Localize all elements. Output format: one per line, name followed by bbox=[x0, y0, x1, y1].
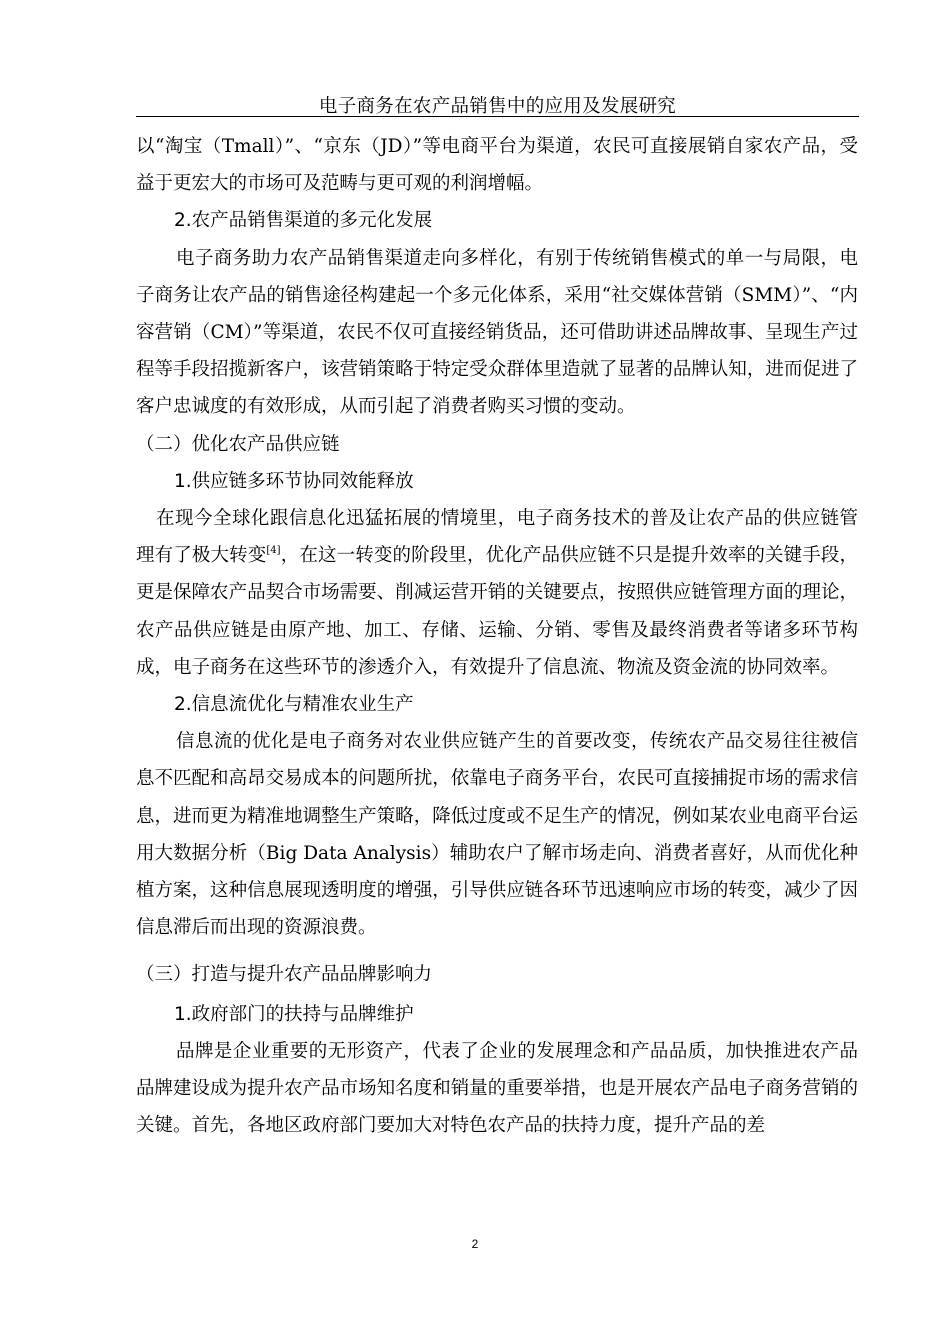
page-body bbox=[136, 128, 858, 1144]
citation-ref: [4] bbox=[266, 545, 281, 557]
paragraph-5: 品牌是企业重要的无形资产，代表了企业的发展理念和产品品质，加快推进农产品品牌建设成为提升农产品市场知名度和销量的重要举措，也是开展农产品电子商务营销的关键。首先，各地区政府部门要加大对特色农产品的扶持力度，提升产品的差 bbox=[136, 1040, 858, 1137]
subheading-channel-diversification: 2.农产品销售渠道的多元化发展 bbox=[174, 210, 433, 232]
subheading-information-flow: 2.信息流优化与精准农业生产 bbox=[174, 694, 414, 716]
paragraph-2: 电子商务助力农产品销售渠道走向多样化，有别于传统销售模式的单一与局限，电子商务让农产品的销售途径构建起一个多元化体系，采用“社交媒体营销（SMM）”、“内容营销（CM）”等渠道，农民不仅可直接经销货品，还可借助讲述品牌故事、呈现生产过程等手段招揽新客户，该营销策略于特定受众群体里造就了显著的品牌认知，进而促进了客户忠诚度的有效形成，从而引起了消费者购买习惯的变动。 bbox=[136, 247, 858, 418]
paragraph-3 bbox=[136, 500, 858, 686]
section-heading-supply-chain: （二）优化农产品供应链 bbox=[136, 433, 340, 455]
paragraph-3-text-a: 在现今全球化跟信息化迅猛拓展的情境里，电子商务技术的普及让农产品的供应链管理有了极大转变 bbox=[136, 508, 858, 567]
spacer bbox=[136, 946, 858, 956]
page-number: 2 bbox=[471, 1237, 479, 1251]
header-rule bbox=[136, 116, 859, 117]
paragraph-4: 信息流的优化是电子商务对农业供应链产生的首要改变，传统农产品交易往往被信息不匹配和高昂交易成本的问题所扰，依靠电子商务平台，农民可直接捕捉市场的需求信息，进而更为精准地调整生产策略，降低过度或不足生产的情况，例如某农业电商平台运用大数据分析（Big Data Analysis）辅助农户了解市场走向、消费者喜好，从而优化种植方案，这种信息展现透明度的增强，引导供应链各环节迅速响应市场的转变，减少了因信息滞后而出现的资源浪费。 bbox=[136, 731, 858, 939]
subheading-government-support: 1.政府部门的扶持与品牌维护 bbox=[174, 1003, 414, 1025]
subheading-supply-chain-synergy: 1.供应链多环节协同效能释放 bbox=[174, 470, 414, 492]
paragraph-1: 以“淘宝（Tmall）”、“京东（JD）”等电商平台为渠道，农民可直接展销自家农产品，受益于更宏大的市场可及范畴与更可观的利润增幅。 bbox=[136, 136, 858, 195]
running-header: 电子商务在农产品销售中的应用及发展研究 bbox=[318, 96, 677, 117]
paragraph-3-text-b: ，在这一转变的阶段里，优化产品供应链不只是提升效率的关键手段，更是保障农产品契合市场需要、削减运营开销的关键要点，按照供应链管理方面的理论，农产品供应链是由原产地、加工、存储、运输、分销、零售及最终消费者等诸多环节构成，电子商务在这些环节的渗透介入，有效提升了信息流、物流及资金流的协同效率。 bbox=[136, 545, 858, 678]
section-heading-brand: （三）打造与提升农产品品牌影响力 bbox=[136, 964, 433, 986]
